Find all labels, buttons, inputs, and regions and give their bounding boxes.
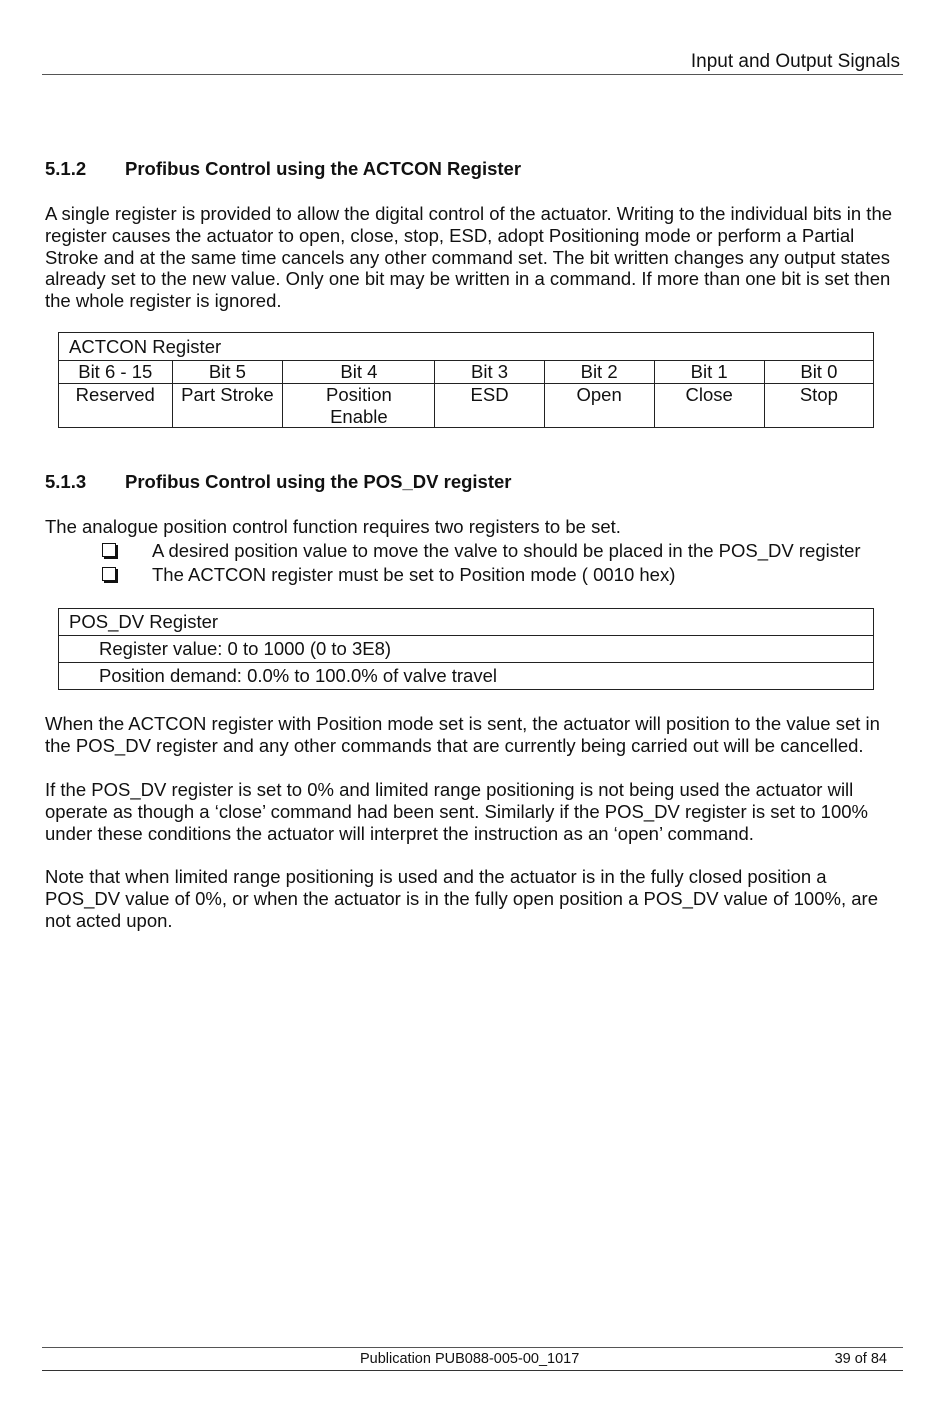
bit-function-cell: Stop: [764, 384, 873, 428]
bit-header-cell: Bit 4: [283, 361, 435, 384]
header-title: Input and Output Signals: [690, 51, 900, 72]
actcon-function-row: [59, 384, 874, 428]
posdv-table-row: Position demand: 0.0% to 100.0% of valve travel: [59, 663, 874, 690]
posdv-table-row: Register value: 0 to 1000 (0 to 3E8): [59, 636, 874, 663]
actcon-bit-row: [59, 361, 874, 384]
list-item: A desired position value to move the valve to should be placed in the POS_DV register: [100, 539, 905, 563]
checkbox-bullet-icon: [102, 543, 116, 557]
actcon-description-paragraph: A single register is provided to allow the digital control of the actuator. Writing to the individual bits in the register causes the actuator to open, close, stop, ESD, adopt Positioning mode or perform a Partial Stroke and at the same time cancels any other command set. The bit written changes any output states already set to the new value. Only one bit may be written in a command. If more than one bit is set then the whole register is ignored.: [45, 203, 893, 312]
bit-function-cell: Position Enable: [283, 384, 435, 428]
list-item: The ACTCON register must be set to Position mode ( 0010 hex): [100, 563, 905, 587]
section-heading-5-1-3: [45, 471, 512, 493]
bit-function-cell: ESD: [435, 384, 544, 428]
body-paragraph: Note that when limited range positioning is used and the actuator is in the fully closed position a POS_DV value of 0%, or when the actuator is in the fully open position a POS_DV value of 100%, are not acted upon.: [45, 866, 878, 931]
bit-function-cell: Open: [544, 384, 654, 428]
posdv-register-table: [58, 608, 874, 690]
bit-header-cell: Bit 5: [172, 361, 283, 384]
bit-header-cell: Bit 6 - 15: [59, 361, 173, 384]
page-footer: [42, 1347, 903, 1371]
body-paragraph: If the POS_DV register is set to 0% and limited range positioning is not being used the actuator will operate as though a ‘close’ command had been sent. Similarly if the POS_DV register is set to 100% under these conditions the actuator will interpret the instruction as an ‘open’ command.: [45, 779, 868, 844]
section-number: 5.1.3: [45, 471, 87, 492]
actcon-register-table: [58, 332, 874, 428]
section-number: 5.1.2: [45, 158, 87, 179]
bit-function-cell: Reserved: [59, 384, 173, 428]
bit-header-cell: Bit 2: [544, 361, 654, 384]
publication-number: Publication PUB088-005-00_1017: [360, 1351, 580, 1367]
posdv-table-title: POS_DV Register: [59, 609, 874, 636]
actcon-table-title: ACTCON Register: [59, 333, 874, 361]
body-paragraph: When the ACTCON register with Position mode set is sent, the actuator will position to the value set in the POS_DV register and any other commands that are currently being carried out will be cancelled.: [45, 713, 880, 756]
running-header: [42, 50, 903, 75]
page-number: 39 of 84: [834, 1351, 887, 1367]
bit-header-cell: Bit 1: [654, 361, 764, 384]
section-title: Profibus Control using the POS_DV register: [125, 471, 512, 492]
bit-header-cell: Bit 0: [764, 361, 873, 384]
bit-function-cell: Part Stroke: [172, 384, 283, 428]
bit-function-cell: Close: [654, 384, 764, 428]
checkbox-bullet-icon: [102, 567, 116, 581]
section-title: Profibus Control using the ACTCON Register: [125, 158, 522, 179]
section-heading-5-1-2: [45, 158, 521, 180]
bit-header-cell: Bit 3: [435, 361, 544, 384]
posdv-intro-paragraph: The analogue position control function requires two registers to be set.: [45, 516, 621, 537]
posdv-bullet-list: [100, 539, 905, 587]
